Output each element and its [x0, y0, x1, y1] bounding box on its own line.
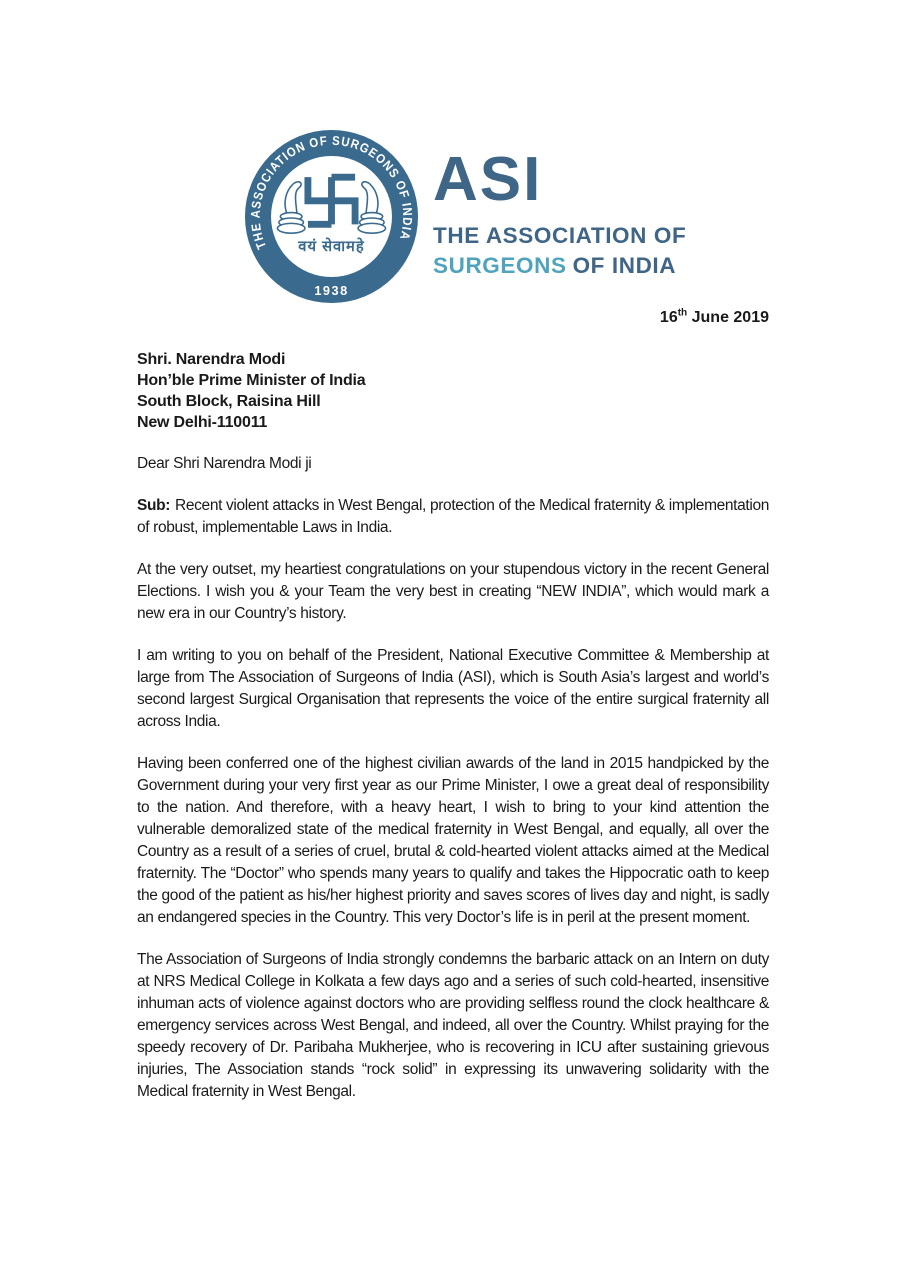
- letter-date: [660, 307, 769, 329]
- letterhead: [243, 128, 686, 305]
- seal-motto: वयं सेवामहे: [298, 238, 365, 255]
- wordmark-line1: THE ASSOCIATION OF: [433, 223, 687, 248]
- wordmark-acronym: ASI: [433, 145, 543, 214]
- recipient-line: New Delhi-110011: [137, 414, 268, 431]
- body-paragraph: At the very outset, my heartiest congratulations on your stupendous victory in the recent General Elections. I wish you & your Team the very best in creating “NEW INDIA”, which would mark a new era in our Country’s history.: [137, 561, 769, 622]
- wordmark-line2-rest: OF INDIA: [572, 253, 677, 278]
- subject-label: Sub:: [137, 497, 171, 514]
- body-paragraph: I am writing to you on behalf of the President, National Executive Committee & Membership at large from The Association of Surgeons of India (ASI), which is South Asia’s largest and world’s second largest Surgical Organisation that represents the voice of the entire surgical fraternity all across India.: [137, 647, 769, 730]
- date-ordinal: th: [677, 307, 688, 319]
- recipient-address: [137, 349, 366, 433]
- recipient-line: Shri. Narendra Modi: [137, 351, 286, 368]
- body-paragraph: The Association of Surgeons of India strongly condemns the barbaric attack on an Intern on duty at NRS Medical College in Kolkata a few days ago and a series of such cold-hearted, insensitive inhuman acts of violence against doctors who are providing selfless round the clock healthcare & emergency services across West Bengal, and indeed, all over the Country. Whilst praying for the speedy recovery of Dr. Paribaha Mukherjee, who is recovering in ICU after sustaining grievous injuries, The Association stands “rock solid” in expressing its unwavering solidarity with the Medical fraternity in West Bengal.: [137, 951, 769, 1100]
- seal-year: 1938: [314, 283, 349, 299]
- date-month-year: June 2019: [687, 309, 769, 326]
- subject-line: [137, 495, 769, 539]
- subject-text: Recent violent attacks in West Bengal, protection of the Medical fraternity & implementation of robust, implementable Laws in India.: [137, 497, 769, 536]
- recipient-line: Hon’ble Prime Minister of India: [137, 372, 366, 389]
- seal-ring-text: THE ASSOCIATION OF SURGEONS OF INDIA: [247, 132, 416, 252]
- wordmark-line2-accent: SURGEONS: [433, 253, 567, 278]
- asi-wordmark: [433, 128, 686, 279]
- salutation: Dear Shri Narendra Modi ji: [137, 455, 312, 472]
- letter-body: [137, 495, 769, 1123]
- body-paragraph: Having been conferred one of the highest civilian awards of the land in 2015 handpicked by the Government during your very first year as our Prime Minister, I owe a great deal of responsibility to the nation. And therefore, with a heavy heart, I wish to bring to your kind attention the vulnerable demoralized state of the medical fraternity in West Bengal, and equally, all over the Country as a result of a series of cruel, brutal & cold-hearted violent attacks aimed at the Medical fraternity. The “Doctor” who spends many years to qualify and takes the Hippocratic oath to keep the good of the patient as his/her highest priority and saves scores of lives day and night, is sadly an endangered species in the Country. This very Doctor’s life is in peril at the present moment.: [137, 755, 769, 926]
- wordmark-line2: [433, 253, 686, 279]
- recipient-line: South Block, Raisina Hill: [137, 393, 321, 410]
- asi-seal-logo: [243, 128, 420, 305]
- date-day: 16: [659, 309, 678, 326]
